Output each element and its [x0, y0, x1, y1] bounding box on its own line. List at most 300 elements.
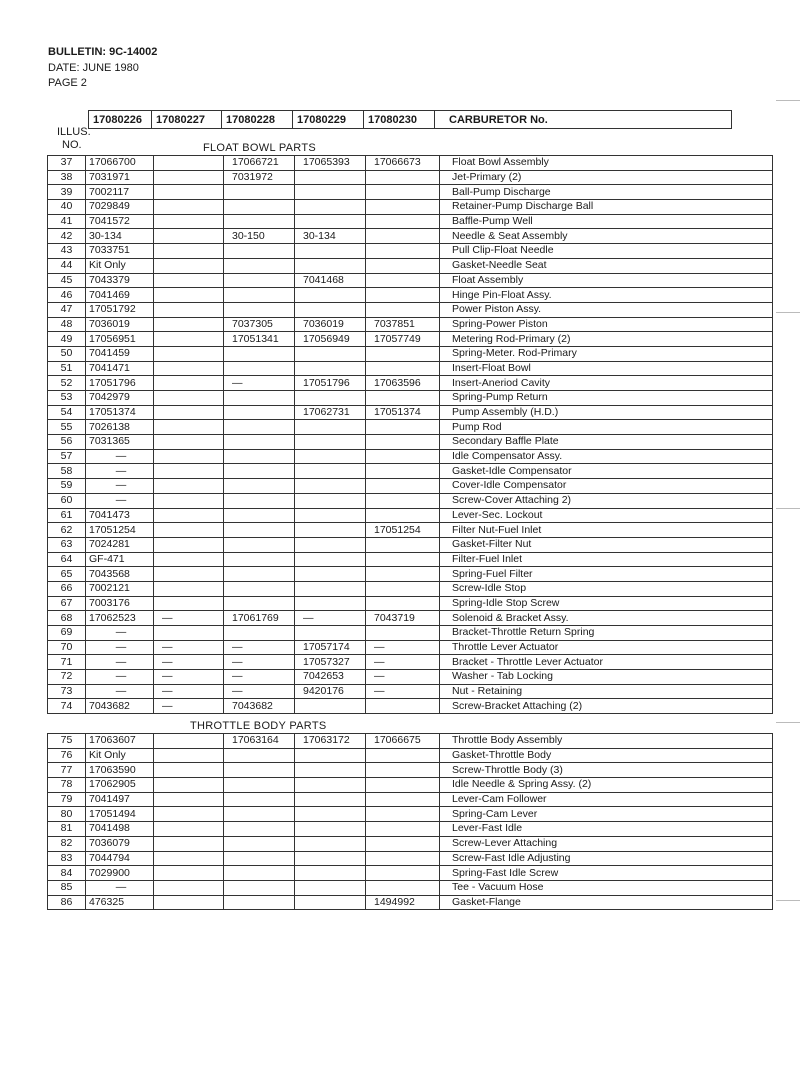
part-17080227-cell: [154, 807, 224, 822]
illus-no-cell: 80: [48, 807, 86, 822]
table-row: [48, 699, 773, 714]
part-17080230-cell: [366, 464, 440, 479]
part-description-cell: Nut - Retaining: [440, 684, 773, 699]
part-17080226-cell: —: [86, 464, 154, 479]
part-description-cell: Filter Nut-Fuel Inlet: [440, 523, 773, 538]
table-row: [48, 273, 773, 288]
table-row: [48, 391, 773, 406]
part-17080230-cell: [366, 214, 440, 229]
part-17080230-cell: [366, 822, 440, 837]
table-row: [48, 214, 773, 229]
part-description-cell: Washer - Tab Locking: [440, 670, 773, 685]
part-17080230-cell: [366, 699, 440, 714]
throttle-body-section-title: THROTTLE BODY PARTS: [190, 720, 327, 732]
part-17080227-cell: [154, 626, 224, 641]
table-row: [48, 836, 773, 851]
part-17080228-cell: [224, 420, 295, 435]
part-17080229-cell: 7041468: [295, 273, 366, 288]
part-17080230-cell: [366, 792, 440, 807]
part-description-cell: Float Bowl Assembly: [440, 156, 773, 171]
table-row: [48, 581, 773, 596]
part-17080227-cell: [154, 317, 224, 332]
part-17080226-cell: 7031365: [86, 435, 154, 450]
part-17080228-cell: [224, 626, 295, 641]
part-description-cell: Gasket-Idle Compensator: [440, 464, 773, 479]
part-17080226-cell: 17063607: [86, 734, 154, 749]
part-17080230-cell: [366, 807, 440, 822]
illus-no-cell: 65: [48, 567, 86, 582]
table-row: [48, 244, 773, 259]
part-17080229-cell: [295, 435, 366, 450]
part-17080227-cell: [154, 420, 224, 435]
part-17080226-cell: Kit Only: [86, 258, 154, 273]
carb-col-1: 17080226: [89, 111, 152, 129]
table-row: [48, 626, 773, 641]
illus-no-cell: 50: [48, 346, 86, 361]
part-17080227-cell: [154, 866, 224, 881]
table-row: [48, 346, 773, 361]
part-17080230-cell: [366, 493, 440, 508]
part-17080226-cell: 17056951: [86, 332, 154, 347]
part-17080227-cell: [154, 288, 224, 303]
table-row: [48, 508, 773, 523]
part-17080227-cell: —: [154, 611, 224, 626]
margin-mark: [776, 900, 800, 901]
part-17080227-cell: —: [154, 699, 224, 714]
part-17080226-cell: 17051792: [86, 302, 154, 317]
part-17080228-cell: [224, 866, 295, 881]
part-17080227-cell: [154, 405, 224, 420]
illus-no-cell: 63: [48, 537, 86, 552]
part-17080228-cell: [224, 778, 295, 793]
part-17080229-cell: [295, 792, 366, 807]
part-17080229-cell: 7042653: [295, 670, 366, 685]
illus-no-cell: 41: [48, 214, 86, 229]
illus-no-cell: 78: [48, 778, 86, 793]
illus-no-cell: 42: [48, 229, 86, 244]
part-17080230-cell: [366, 346, 440, 361]
part-17080230-cell: 1494992: [366, 895, 440, 910]
part-17080229-cell: [295, 361, 366, 376]
illus-no-cell: 45: [48, 273, 86, 288]
part-description-cell: Bracket - Throttle Lever Actuator: [440, 655, 773, 670]
part-17080228-cell: [224, 214, 295, 229]
carburetor-no-label: CARBURETOR No.: [435, 111, 732, 129]
part-17080230-cell: [366, 763, 440, 778]
table-row: [48, 684, 773, 699]
part-17080226-cell: 7031971: [86, 170, 154, 185]
no-label: NO.: [62, 139, 82, 151]
part-17080229-cell: [295, 391, 366, 406]
margin-mark: [776, 508, 800, 509]
part-17080229-cell: [295, 346, 366, 361]
part-17080228-cell: [224, 244, 295, 259]
part-17080229-cell: [295, 763, 366, 778]
illus-no-cell: 69: [48, 626, 86, 641]
part-17080229-cell: 17057327: [295, 655, 366, 670]
part-17080228-cell: —: [224, 684, 295, 699]
part-17080229-cell: [295, 895, 366, 910]
part-description-cell: Jet-Primary (2): [440, 170, 773, 185]
margin-mark: [776, 100, 800, 101]
part-17080227-cell: [154, 523, 224, 538]
illus-no-cell: 54: [48, 405, 86, 420]
illus-no-cell: 48: [48, 317, 86, 332]
illus-no-cell: 60: [48, 493, 86, 508]
part-17080226-cell: —: [86, 880, 154, 895]
part-17080230-cell: [366, 880, 440, 895]
carb-col-4: 17080229: [293, 111, 364, 129]
illus-no-cell: 40: [48, 200, 86, 215]
part-17080229-cell: [295, 851, 366, 866]
part-17080227-cell: [154, 895, 224, 910]
table-row: [48, 376, 773, 391]
part-17080227-cell: —: [154, 670, 224, 685]
part-17080229-cell: 17056949: [295, 332, 366, 347]
part-17080228-cell: [224, 464, 295, 479]
illus-no-cell: 43: [48, 244, 86, 259]
part-description-cell: Screw-Lever Attaching: [440, 836, 773, 851]
part-17080226-cell: 7044794: [86, 851, 154, 866]
table-row: [48, 640, 773, 655]
part-17080229-cell: [295, 420, 366, 435]
table-row: [48, 170, 773, 185]
part-17080226-cell: GF-471: [86, 552, 154, 567]
table-row: [48, 185, 773, 200]
illus-no-cell: 59: [48, 479, 86, 494]
part-description-cell: Throttle Lever Actuator: [440, 640, 773, 655]
part-17080228-cell: 17066721: [224, 156, 295, 171]
part-description-cell: Idle Compensator Assy.: [440, 449, 773, 464]
part-17080227-cell: —: [154, 640, 224, 655]
table-row: [48, 670, 773, 685]
part-17080229-cell: [295, 537, 366, 552]
part-17080229-cell: [295, 596, 366, 611]
illus-no-cell: 53: [48, 391, 86, 406]
part-17080228-cell: 17061769: [224, 611, 295, 626]
illus-no-cell: 85: [48, 880, 86, 895]
part-17080226-cell: —: [86, 626, 154, 641]
part-17080226-cell: Kit Only: [86, 748, 154, 763]
part-17080230-cell: 17051254: [366, 523, 440, 538]
table-row: [48, 229, 773, 244]
illus-no-cell: 52: [48, 376, 86, 391]
part-17080229-cell: 17051796: [295, 376, 366, 391]
part-17080228-cell: 30-150: [224, 229, 295, 244]
part-17080228-cell: [224, 185, 295, 200]
part-17080228-cell: [224, 449, 295, 464]
part-17080229-cell: [295, 200, 366, 215]
part-17080227-cell: [154, 332, 224, 347]
part-17080227-cell: [154, 229, 224, 244]
part-17080228-cell: 7037305: [224, 317, 295, 332]
part-description-cell: Pump Assembly (H.D.): [440, 405, 773, 420]
part-description-cell: Tee - Vacuum Hose: [440, 880, 773, 895]
illus-no-cell: 66: [48, 581, 86, 596]
part-17080229-cell: —: [295, 611, 366, 626]
part-17080229-cell: 17057174: [295, 640, 366, 655]
part-17080230-cell: 17057749: [366, 332, 440, 347]
throttle-body-parts-table: [47, 733, 773, 910]
part-17080227-cell: [154, 596, 224, 611]
part-17080228-cell: [224, 405, 295, 420]
part-17080229-cell: [295, 170, 366, 185]
part-17080229-cell: [295, 567, 366, 582]
illus-no-cell: 37: [48, 156, 86, 171]
part-17080229-cell: [295, 523, 366, 538]
part-17080226-cell: 476325: [86, 895, 154, 910]
part-17080229-cell: 7036019: [295, 317, 366, 332]
illus-no-cell: 75: [48, 734, 86, 749]
carburetor-header-table: [88, 110, 732, 129]
part-17080228-cell: [224, 273, 295, 288]
illus-no-cell: 62: [48, 523, 86, 538]
part-description-cell: Spring-Pump Return: [440, 391, 773, 406]
part-description-cell: Screw-Throttle Body (3): [440, 763, 773, 778]
table-row: [48, 596, 773, 611]
part-17080228-cell: 7031972: [224, 170, 295, 185]
part-17080227-cell: [154, 851, 224, 866]
part-17080230-cell: 7043719: [366, 611, 440, 626]
illus-no-cell: 77: [48, 763, 86, 778]
part-17080230-cell: 7037851: [366, 317, 440, 332]
illus-no-cell: 70: [48, 640, 86, 655]
illus-no-cell: 83: [48, 851, 86, 866]
part-17080226-cell: 7041471: [86, 361, 154, 376]
part-17080229-cell: [295, 288, 366, 303]
part-17080228-cell: [224, 748, 295, 763]
float-bowl-section-title: FLOAT BOWL PARTS: [203, 142, 316, 154]
part-description-cell: Float Assembly: [440, 273, 773, 288]
part-17080229-cell: 30-134: [295, 229, 366, 244]
part-17080230-cell: [366, 552, 440, 567]
part-17080227-cell: [154, 244, 224, 259]
illus-no-cell: 64: [48, 552, 86, 567]
part-description-cell: Idle Needle & Spring Assy. (2): [440, 778, 773, 793]
table-row: [48, 748, 773, 763]
part-description-cell: Screw-Cover Attaching 2): [440, 493, 773, 508]
part-17080226-cell: 17051796: [86, 376, 154, 391]
part-17080226-cell: 17062523: [86, 611, 154, 626]
part-17080227-cell: [154, 479, 224, 494]
illus-no-cell: 81: [48, 822, 86, 837]
table-row: [48, 851, 773, 866]
part-17080226-cell: 17066700: [86, 156, 154, 171]
bulletin-number: BULLETIN: 9C-14002: [48, 46, 158, 58]
part-17080230-cell: [366, 200, 440, 215]
part-17080228-cell: [224, 567, 295, 582]
part-17080230-cell: [366, 626, 440, 641]
part-17080230-cell: [366, 244, 440, 259]
part-17080228-cell: [224, 361, 295, 376]
part-17080228-cell: [224, 763, 295, 778]
part-17080230-cell: [366, 537, 440, 552]
part-17080228-cell: [224, 792, 295, 807]
part-description-cell: Gasket-Filter Nut: [440, 537, 773, 552]
part-17080228-cell: —: [224, 655, 295, 670]
part-17080230-cell: [366, 258, 440, 273]
part-17080227-cell: [154, 778, 224, 793]
part-17080227-cell: [154, 449, 224, 464]
part-17080226-cell: 7002121: [86, 581, 154, 596]
part-description-cell: Pump Rod: [440, 420, 773, 435]
part-17080228-cell: [224, 302, 295, 317]
part-17080228-cell: [224, 479, 295, 494]
part-description-cell: Spring-Power Piston: [440, 317, 773, 332]
part-17080228-cell: —: [224, 670, 295, 685]
table-row: [48, 464, 773, 479]
part-17080226-cell: —: [86, 655, 154, 670]
part-17080227-cell: [154, 258, 224, 273]
part-17080227-cell: [154, 552, 224, 567]
part-17080226-cell: 7029849: [86, 200, 154, 215]
part-17080230-cell: [366, 778, 440, 793]
illus-no-cell: 56: [48, 435, 86, 450]
part-17080230-cell: [366, 851, 440, 866]
part-description-cell: Gasket-Needle Seat: [440, 258, 773, 273]
part-description-cell: Lever-Cam Follower: [440, 792, 773, 807]
part-17080226-cell: 7029900: [86, 866, 154, 881]
part-17080230-cell: [366, 435, 440, 450]
part-17080226-cell: 7041498: [86, 822, 154, 837]
part-17080226-cell: 7041469: [86, 288, 154, 303]
table-row: [48, 493, 773, 508]
part-description-cell: Secondary Baffle Plate: [440, 435, 773, 450]
part-description-cell: Pull Clip-Float Needle: [440, 244, 773, 259]
part-description-cell: Baffle-Pump Well: [440, 214, 773, 229]
part-17080226-cell: 7036079: [86, 836, 154, 851]
part-17080229-cell: 17065393: [295, 156, 366, 171]
carb-col-3: 17080228: [222, 111, 293, 129]
part-17080230-cell: —: [366, 670, 440, 685]
part-description-cell: Screw-Idle Stop: [440, 581, 773, 596]
part-17080227-cell: [154, 200, 224, 215]
table-row: [48, 361, 773, 376]
illus-no-cell: 67: [48, 596, 86, 611]
part-17080228-cell: [224, 895, 295, 910]
carb-col-5: 17080230: [364, 111, 435, 129]
table-row: [48, 258, 773, 273]
illus-no-cell: 71: [48, 655, 86, 670]
illus-no-cell: 49: [48, 332, 86, 347]
part-description-cell: Hinge Pin-Float Assy.: [440, 288, 773, 303]
part-17080226-cell: 17063590: [86, 763, 154, 778]
part-description-cell: Spring-Meter. Rod-Primary: [440, 346, 773, 361]
illus-no-cell: 44: [48, 258, 86, 273]
illus-no-cell: 84: [48, 866, 86, 881]
part-description-cell: Screw-Fast Idle Adjusting: [440, 851, 773, 866]
table-row: [48, 778, 773, 793]
bulletin-date: DATE: JUNE 1980: [48, 62, 139, 74]
illus-label: ILLUS.: [57, 126, 91, 138]
part-description-cell: Metering Rod-Primary (2): [440, 332, 773, 347]
part-17080229-cell: [295, 807, 366, 822]
part-17080229-cell: [295, 508, 366, 523]
part-17080228-cell: [224, 537, 295, 552]
part-17080227-cell: [154, 493, 224, 508]
carb-col-2: 17080227: [152, 111, 222, 129]
part-17080229-cell: [295, 464, 366, 479]
part-description-cell: Solenoid & Bracket Assy.: [440, 611, 773, 626]
part-17080228-cell: [224, 508, 295, 523]
part-17080228-cell: [224, 822, 295, 837]
part-17080230-cell: —: [366, 684, 440, 699]
part-17080227-cell: —: [154, 655, 224, 670]
part-17080228-cell: [224, 523, 295, 538]
table-row: [48, 537, 773, 552]
part-17080230-cell: [366, 391, 440, 406]
part-17080227-cell: [154, 170, 224, 185]
part-17080230-cell: 17063596: [366, 376, 440, 391]
table-row: [48, 479, 773, 494]
part-17080230-cell: [366, 229, 440, 244]
part-17080230-cell: [366, 361, 440, 376]
illus-no-cell: 46: [48, 288, 86, 303]
part-17080227-cell: [154, 273, 224, 288]
illus-no-cell: 72: [48, 670, 86, 685]
part-17080227-cell: [154, 214, 224, 229]
part-description-cell: Throttle Body Assembly: [440, 734, 773, 749]
part-17080228-cell: —: [224, 376, 295, 391]
part-17080228-cell: [224, 200, 295, 215]
part-17080226-cell: —: [86, 493, 154, 508]
part-17080228-cell: [224, 435, 295, 450]
part-description-cell: Spring-Fuel Filter: [440, 567, 773, 582]
part-17080226-cell: 7026138: [86, 420, 154, 435]
table-row: [48, 866, 773, 881]
part-17080230-cell: [366, 170, 440, 185]
part-17080229-cell: [295, 258, 366, 273]
illus-no-cell: 73: [48, 684, 86, 699]
part-17080230-cell: [366, 836, 440, 851]
part-17080229-cell: [295, 778, 366, 793]
illus-no-cell: 51: [48, 361, 86, 376]
part-17080227-cell: [154, 836, 224, 851]
float-bowl-parts-table: [47, 155, 773, 714]
part-17080228-cell: [224, 493, 295, 508]
part-description-cell: Filter-Fuel Inlet: [440, 552, 773, 567]
part-17080226-cell: 7003176: [86, 596, 154, 611]
page-number: PAGE 2: [48, 77, 87, 89]
illus-no-cell: 38: [48, 170, 86, 185]
part-17080230-cell: [366, 866, 440, 881]
part-17080230-cell: [366, 479, 440, 494]
illus-no-cell: 57: [48, 449, 86, 464]
table-row: [48, 807, 773, 822]
part-17080229-cell: 9420176: [295, 684, 366, 699]
part-17080230-cell: [366, 567, 440, 582]
part-17080227-cell: [154, 346, 224, 361]
part-17080228-cell: [224, 552, 295, 567]
part-17080229-cell: [295, 479, 366, 494]
part-17080226-cell: 7043568: [86, 567, 154, 582]
part-17080229-cell: [295, 302, 366, 317]
margin-mark: [776, 722, 800, 723]
part-description-cell: Spring-Cam Lever: [440, 807, 773, 822]
table-row: [48, 567, 773, 582]
part-17080227-cell: [154, 185, 224, 200]
part-17080229-cell: 17062731: [295, 405, 366, 420]
part-17080227-cell: [154, 792, 224, 807]
part-17080230-cell: —: [366, 655, 440, 670]
part-17080229-cell: 17063172: [295, 734, 366, 749]
part-17080228-cell: [224, 851, 295, 866]
part-17080229-cell: [295, 866, 366, 881]
part-17080226-cell: 7042979: [86, 391, 154, 406]
part-17080228-cell: [224, 581, 295, 596]
part-17080227-cell: [154, 391, 224, 406]
part-17080228-cell: 17063164: [224, 734, 295, 749]
